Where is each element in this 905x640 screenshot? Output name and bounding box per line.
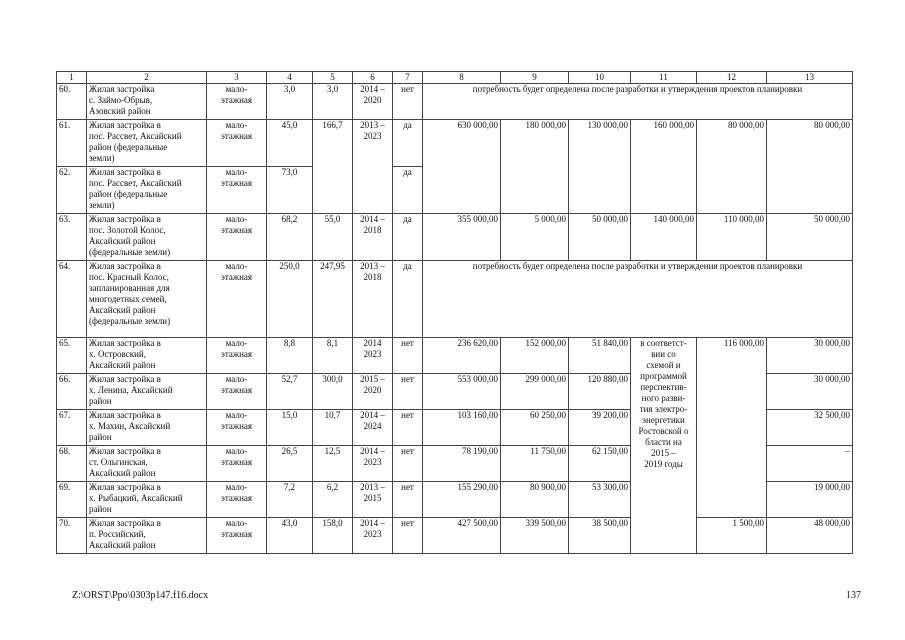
- cell-col7: нет: [393, 482, 423, 518]
- cell-col5: 55,0: [313, 214, 353, 261]
- header-cell: 10: [569, 72, 631, 84]
- object-name: Жилая застройка в х. Островский, Аксайский район: [87, 338, 207, 374]
- object-name: Жилая застройка в п. Российский, Аксайский район: [87, 518, 207, 554]
- cell-col7: да: [393, 214, 423, 261]
- note-cell: потребность будет определена после разработки и утверждения проектов планировки: [423, 84, 853, 120]
- table-row: [57, 338, 853, 374]
- object-name: Жилая застройка в пос. Красный Колос, запланированная для многодетных семей, Аксайский район (федеральные земли): [87, 261, 207, 338]
- header-cell: 6: [353, 72, 393, 84]
- object-name: Жилая застройка в ст. Ольгинская, Аксайский район: [87, 446, 207, 482]
- object-name: Жилая застройка в пос. Рассвет, Аксайский район (федеральные земли): [87, 167, 207, 214]
- cell-col7: да: [393, 167, 423, 214]
- cell-col5: 3,0: [313, 84, 353, 120]
- row-number: 62.: [57, 167, 87, 214]
- cell-col8: 103 160,00: [423, 410, 501, 446]
- row-number: 68.: [57, 446, 87, 482]
- header-cell: 9: [501, 72, 569, 84]
- cell-col9: 299 000,00: [501, 374, 569, 410]
- cell-col10: 130 000,00: [569, 120, 631, 214]
- building-type: мало- этажная: [207, 261, 267, 338]
- cell-col4: 15,0: [267, 410, 313, 446]
- cell-col10: 53 300,00: [569, 482, 631, 518]
- object-name: Жилая застройка в х. Махин, Аксайский район: [87, 410, 207, 446]
- object-name: Жилая застройка в пос. Рассвет, Аксайский район (федеральные земли): [87, 120, 207, 167]
- cell-col5: 158,0: [313, 518, 353, 554]
- object-name: Жилая застройка с. Займо-Обрыв, Азовский район: [87, 84, 207, 120]
- cell-col10: 38 500,00: [569, 518, 631, 554]
- header-cell: 13: [767, 72, 853, 84]
- cell-col8: 427 500,00: [423, 518, 501, 554]
- building-type: мало- этажная: [207, 446, 267, 482]
- row-number: 65.: [57, 338, 87, 374]
- table-row: [57, 214, 853, 261]
- cell-col5: 8,1: [313, 338, 353, 374]
- cell-col4: 52,7: [267, 374, 313, 410]
- building-type: мало- этажная: [207, 120, 267, 167]
- period-cell: 2013 – 2018: [353, 261, 393, 338]
- cell-col5: 166,7: [313, 120, 353, 214]
- header-cell: 8: [423, 72, 501, 84]
- cell-col5: 247,95: [313, 261, 353, 338]
- cell-col13: 19 000,00: [767, 482, 853, 518]
- header-cell: 3: [207, 72, 267, 84]
- cell-col8: 355 000,00: [423, 214, 501, 261]
- cell-col10: 51 840,00: [569, 338, 631, 374]
- building-type: мало- этажная: [207, 338, 267, 374]
- cell-col9: 339 500,00: [501, 518, 569, 554]
- cell-col7: нет: [393, 410, 423, 446]
- cell-col4: 7,2: [267, 482, 313, 518]
- header-cell: 4: [267, 72, 313, 84]
- object-name: Жилая застройка в х. Рыбацкий, Аксайский район: [87, 482, 207, 518]
- cell-col5: 6,2: [313, 482, 353, 518]
- row-number: 66.: [57, 374, 87, 410]
- cell-col13: –: [767, 446, 853, 482]
- header-cell: 11: [631, 72, 697, 84]
- header-cell: 5: [313, 72, 353, 84]
- cell-col4: 43,0: [267, 518, 313, 554]
- object-name: Жилая застройка в х. Ленина, Аксайский район: [87, 374, 207, 410]
- cell-col4: 45,0: [267, 120, 313, 167]
- cell-col9: 11 750,00: [501, 446, 569, 482]
- building-type: мало- этажная: [207, 518, 267, 554]
- cell-col7: да: [393, 261, 423, 338]
- period-cell: 2014 – 2023: [353, 446, 393, 482]
- period-cell: 2014 – 2020: [353, 84, 393, 120]
- cell-col10: 62 150,00: [569, 446, 631, 482]
- building-type: мало- этажная: [207, 374, 267, 410]
- row-number: 63.: [57, 214, 87, 261]
- table-row: [57, 518, 853, 554]
- cell-col4: 68,2: [267, 214, 313, 261]
- cell-col9: 60 250,00: [501, 410, 569, 446]
- cell-col4: 3,0: [267, 84, 313, 120]
- cell-col12: 1 500,00: [697, 518, 767, 554]
- cell-col8: 553 000,00: [423, 374, 501, 410]
- cell-col8: 630 000,00: [423, 120, 501, 214]
- building-type: мало- этажная: [207, 482, 267, 518]
- cell-col7: да: [393, 120, 423, 167]
- period-cell: 2015 – 2020: [353, 374, 393, 410]
- building-type: мало- этажная: [207, 84, 267, 120]
- cell-col13: 30 000,00: [767, 338, 853, 374]
- note-cell: потребность будет определена после разработки и утверждения проектов планировки: [423, 261, 853, 338]
- header-cell: 2: [87, 72, 207, 84]
- cell-col5: 10,7: [313, 410, 353, 446]
- cell-col13: 30 000,00: [767, 374, 853, 410]
- header-cell: 7: [393, 72, 423, 84]
- cell-col13: 50 000,00: [767, 214, 853, 261]
- cell-col7: нет: [393, 518, 423, 554]
- period-cell: 2014 – 2018: [353, 214, 393, 261]
- cell-col7: нет: [393, 374, 423, 410]
- cell-col12: 116 000,00: [697, 338, 767, 518]
- cell-col9: 152 000,00: [501, 338, 569, 374]
- cell-col5: 300,0: [313, 374, 353, 410]
- cell-col7: нет: [393, 338, 423, 374]
- cell-col4: 73,0: [267, 167, 313, 214]
- period-cell: 2013 – 2023: [353, 120, 393, 214]
- period-cell: 2014 – 2023: [353, 518, 393, 554]
- cell-col7: нет: [393, 446, 423, 482]
- page-number: 137: [846, 590, 861, 601]
- cell-col13: 80 000,00: [767, 120, 853, 214]
- table-row: [57, 84, 853, 120]
- row-number: 60.: [57, 84, 87, 120]
- period-cell: 2013 – 2015: [353, 482, 393, 518]
- cell-col4: 8,8: [267, 338, 313, 374]
- building-type: мало- этажная: [207, 410, 267, 446]
- period-cell: 2014 – 2024: [353, 410, 393, 446]
- data-table: [56, 71, 853, 554]
- cell-col5: 12,5: [313, 446, 353, 482]
- cell-col4: 250,0: [267, 261, 313, 338]
- footer-file-path: Z:\ORST\Ppo\0303p147.f16.docx: [72, 590, 209, 601]
- building-type: мало- этажная: [207, 167, 267, 214]
- row-number: 67.: [57, 410, 87, 446]
- table-row: [57, 120, 853, 167]
- period-cell: 2014 2023: [353, 338, 393, 374]
- cell-col10: 120 880,00: [569, 374, 631, 410]
- cell-col10: 50 000,00: [569, 214, 631, 261]
- table-row: [57, 261, 853, 338]
- cell-col11: 140 000,00: [631, 214, 697, 261]
- row-number: 64.: [57, 261, 87, 338]
- cell-col9: 180 000,00: [501, 120, 569, 214]
- header-row: [57, 72, 853, 84]
- cell-col12: 80 000,00: [697, 120, 767, 214]
- header-cell: 1: [57, 72, 87, 84]
- cell-col10: 39 200,00: [569, 410, 631, 446]
- row-number: 70.: [57, 518, 87, 554]
- cell-col8: 78 190,00: [423, 446, 501, 482]
- cell-col9: 5 000,00: [501, 214, 569, 261]
- object-name: Жилая застройка в пос. Золотой Колос, Аксайский район (федеральные земли): [87, 214, 207, 261]
- cell-col13: 32 500,00: [767, 410, 853, 446]
- cell-col11: в соответст- вии со схемой и программой перспектив- ного разви- тия электро- энергетики Ростовской о бласти на 2015 – 2019 годы: [631, 338, 697, 554]
- cell-col4: 26,5: [267, 446, 313, 482]
- header-cell: 12: [697, 72, 767, 84]
- cell-col13: 48 000,00: [767, 518, 853, 554]
- row-number: 69.: [57, 482, 87, 518]
- cell-col8: 236 620,00: [423, 338, 501, 374]
- building-type: мало- этажная: [207, 214, 267, 261]
- cell-col7: нет: [393, 84, 423, 120]
- cell-col9: 80 900,00: [501, 482, 569, 518]
- row-number: 61.: [57, 120, 87, 167]
- cell-col12: 110 000,00: [697, 214, 767, 261]
- cell-col8: 155 290,00: [423, 482, 501, 518]
- cell-col11: 160 000,00: [631, 120, 697, 214]
